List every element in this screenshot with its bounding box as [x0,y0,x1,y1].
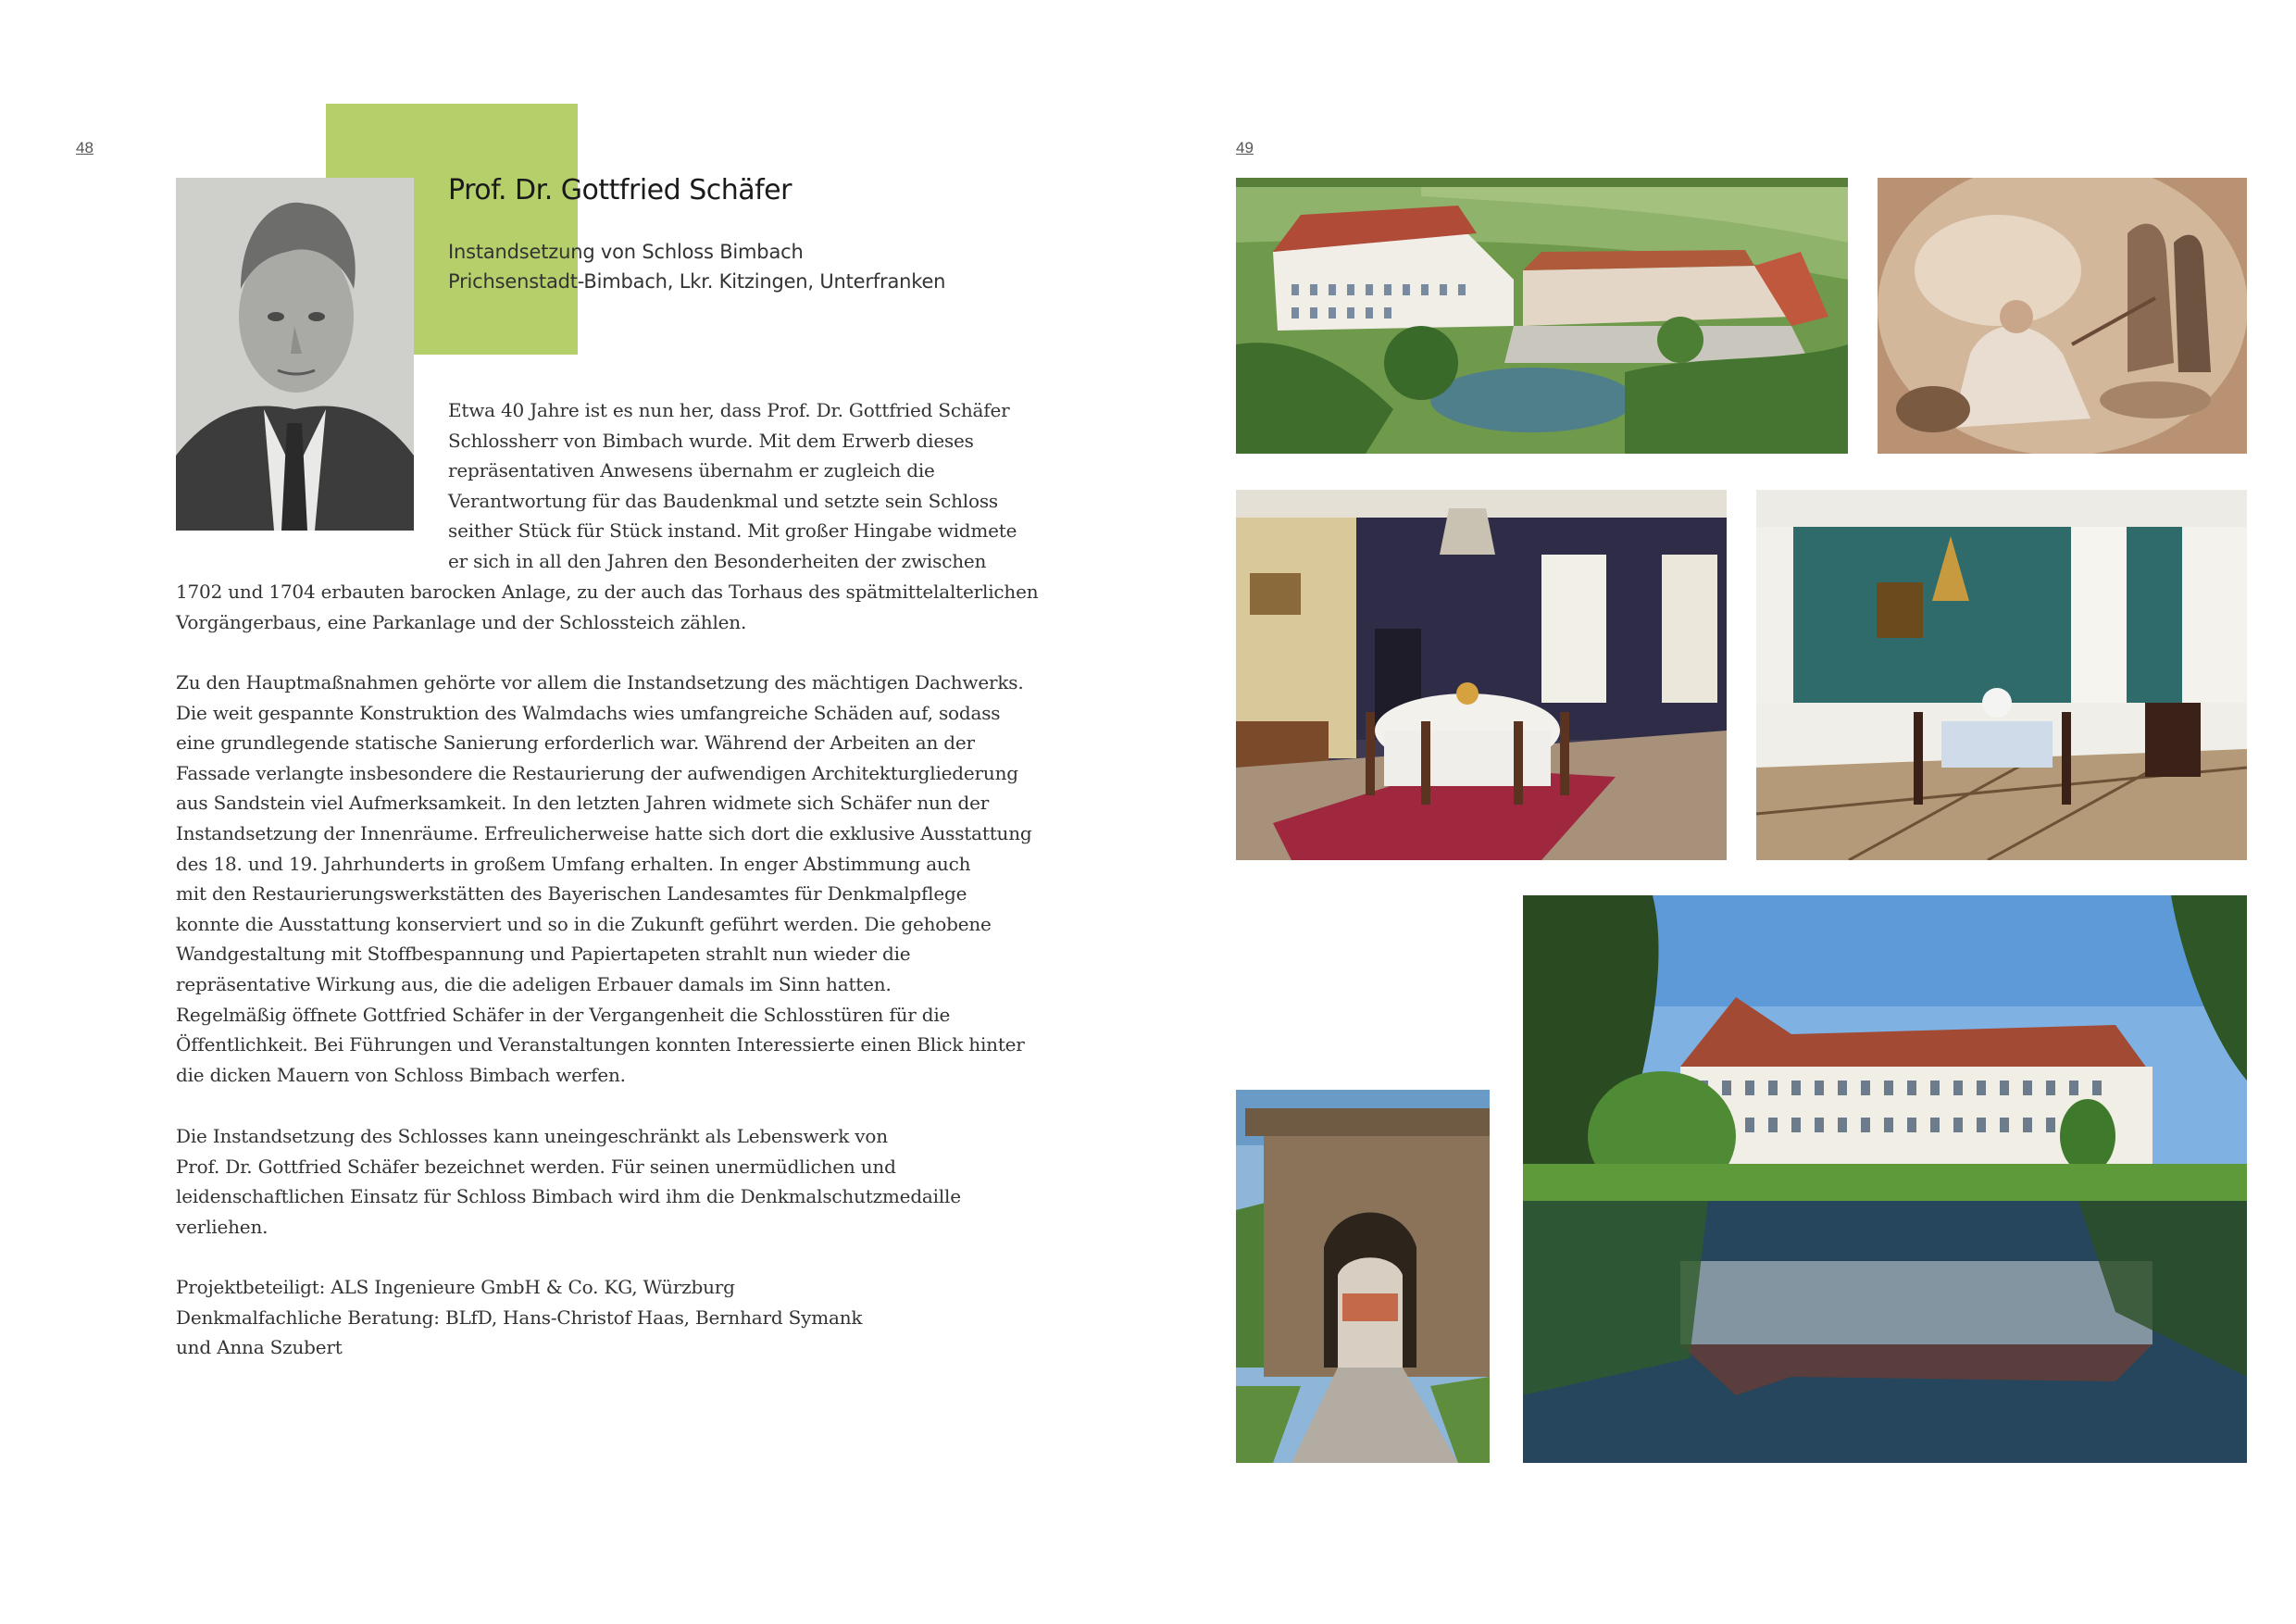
subtitle-project: Instandsetzung von Schloss Bimbach [448,241,804,263]
text-line: Wandgestaltung mit Stoffbespannung und Papiertapeten strahlt nun wieder die [176,943,911,966]
aerial-castle-photo [1236,178,1848,454]
text-line: Regelmäßig öffnete Gottfried Schäfer in der Vergangenheit die Schlosstüren für die [176,1003,951,1026]
paragraph-2 [176,668,1032,1090]
text-line: er sich in all den Jahren den Besonderheiten der zwischen [448,549,987,572]
text-line: Fassade verlangte insbesondere die Restaurierung der aufwendigen Architekturgliederung [176,761,1018,784]
text-line: Die weit gespannte Konstruktion des Walmdachs wies umfangreiche Schäden auf, sodass [176,701,1001,724]
text-line: repräsentative Wirkung aus, die die adeligen Erbauer damals im Sinn hatten. [176,972,892,995]
paragraph-1-full [176,577,1038,637]
text-line: Verantwortung für das Baudenkmal und setzte sein Schloss [448,489,998,512]
text-line: Zu den Hauptmaßnahmen gehörte vor allem die Instandsetzung des mächtigen Dachwerks. [176,671,1024,693]
text-line: repräsentativen Anwesens übernahm er zugleich die [448,459,935,482]
interior-teal-photo [1756,490,2247,860]
text-line: Vorgängerbaus, eine Parkanlage und der Schlossteich zählen. [176,610,747,633]
project-credits [176,1272,862,1363]
text-line: Schlossherr von Bimbach wurde. Mit dem Erwerb dieses [448,429,974,452]
page-number-right: 49 [1236,139,1254,156]
text-line: und Anna Szubert [176,1336,343,1359]
text-line: aus Sandstein viel Aufmerksamkeit. In den letzten Jahren widmete sich Schäfer nun der [176,792,990,815]
page-title: Prof. Dr. Gottfried Schäfer [448,174,792,206]
text-line: Öffentlichkeit. Bei Führungen und Veranstaltungen konnten Interessierte einen Blick hinter [176,1033,1025,1056]
text-line: konnte die Ausstattung konserviert und so in die Zukunft geführt werden. Die gehobene [176,912,992,935]
interior-salon-photo [1236,490,1727,860]
page-number-left: 48 [76,139,94,156]
text-line: des 18. und 19. Jahrhunderts in großem Umfang erhalten. In enger Abstimmung auch [176,852,971,875]
text-line: verliehen. [176,1215,268,1238]
portrait-photo [176,178,414,531]
text-line: leidenschaftlichen Einsatz für Schloss Bimbach wird ihm die Denkmalschutzmedaille [176,1185,961,1208]
subtitle-location: Prichsenstadt-Bimbach, Lkr. Kitzingen, Unterfranken [448,270,946,293]
paragraph-3 [176,1121,961,1242]
wall-painting-photo [1878,178,2247,454]
text-line: eine grundlegende statische Sanierung erforderlich war. Während der Arbeiten an der [176,731,975,755]
text-line: seither Stück für Stück instand. Mit großer Hingabe widmete [448,519,1017,543]
text-line: Die Instandsetzung des Schlosses kann uneingeschränkt als Lebenswerk von [176,1125,888,1147]
paragraph-1-indented [448,395,1017,577]
text-line: 1702 und 1704 erbauten barocken Anlage, zu der auch das Torhaus des spätmittelalterlichen [176,581,1039,603]
text-line: Projektbeteiligt: ALS Ingenieure GmbH & Co. KG, Würzburg [176,1276,735,1298]
text-line: Etwa 40 Jahre ist es nun her, dass Prof. Dr. Gottfried Schäfer [448,399,1010,421]
text-line: Prof. Dr. Gottfried Schäfer bezeichnet werden. Für seinen unermüdlichen und [176,1155,896,1178]
text-line: mit den Restaurierungswerkstätten des Bayerischen Landesamtes für Denkmalpflege [176,882,967,906]
text-line: Instandsetzung der Innenräume. Erfreulicherweise hatte sich dort die exklusive Ausstattung [176,821,1032,844]
gatehouse-photo [1236,1090,1490,1463]
text-line: die dicken Mauern von Schloss Bimbach werfen. [176,1063,626,1086]
castle-pond-photo [1523,895,2247,1463]
text-line: Denkmalfachliche Beratung: BLfD, Hans-Christof Haas, Bernhard Symank [176,1305,863,1329]
